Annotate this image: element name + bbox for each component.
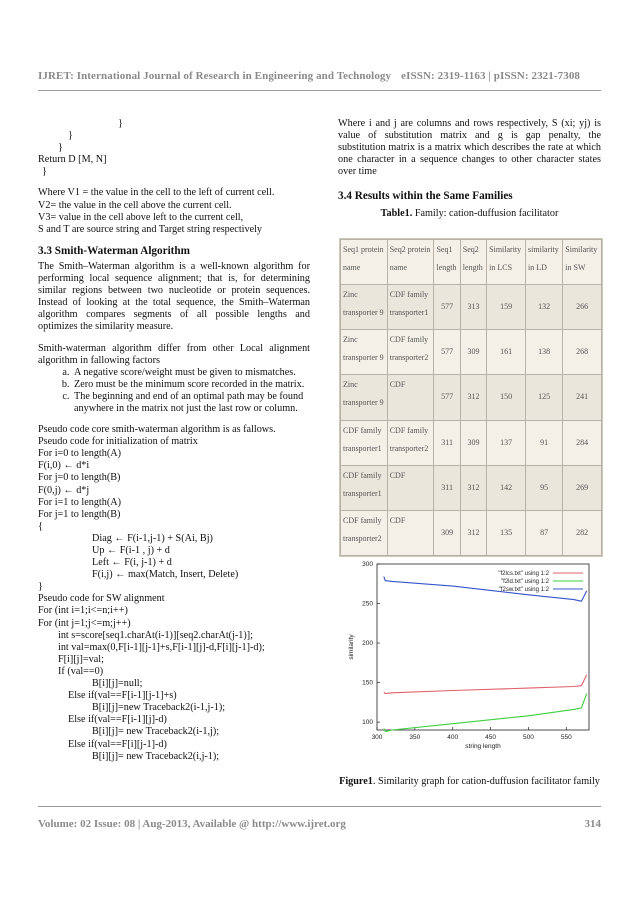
table-header-cell: Seq1 length — [434, 240, 460, 285]
y-tick-label: 250 — [362, 600, 373, 608]
code-line: B[i][j]=null; — [92, 678, 143, 690]
table-header-row — [341, 240, 602, 285]
code-line: B[i][j]= new Traceback2(i,j-1); — [92, 750, 220, 762]
table-cell: CDF family transporter1 — [341, 465, 388, 510]
journal-header — [38, 70, 580, 82]
table-cell: 284 — [563, 420, 602, 465]
table-cell: 312 — [460, 375, 486, 420]
table-cell: 132 — [526, 285, 563, 330]
y-axis-label: similarity — [348, 634, 355, 660]
table-caption-text: Family: cation-duffusion facilitator — [412, 207, 559, 219]
code-line: For (int i=1;i<=n;i++) — [38, 605, 128, 617]
code-line: F[i][j]=val; — [58, 653, 104, 665]
code-line: Left ← F(i, j-1) + d — [92, 557, 172, 569]
table-cell: 159 — [487, 285, 526, 330]
table-cell: 282 — [563, 510, 602, 555]
code-line: F(i,j) ← max(Match, Insert, Delete) — [92, 569, 239, 581]
table-cell: CDF family transporter1 — [387, 285, 434, 330]
code-brace: } — [58, 142, 63, 154]
list-item: c. The beginning and end of an optimal path may be found anywhere in the matrix not just the last row or column. — [72, 391, 310, 415]
table-row — [341, 420, 602, 465]
journal-title: IJRET: International Journal of Research in Engineering and Technology — [38, 70, 392, 82]
code-line: For (int j=1;j<=m;j++) — [38, 617, 131, 629]
table-cell: 311 — [434, 465, 460, 510]
where-line: Where V1 = the value in the cell to the left of current cell. — [38, 187, 275, 199]
x-tick-label: 300 — [371, 734, 383, 741]
where-line: S and T are source string and Target string respectively — [38, 223, 263, 235]
journal-issn: eISSN: 2319-1163 | pISSN: 2321-7308 — [401, 70, 581, 82]
table-cell: 91 — [526, 420, 563, 465]
code-line: Up ← F(i-1 , j) + d — [92, 545, 170, 556]
code-brace: } — [118, 118, 123, 129]
table-cell: 150 — [487, 375, 526, 420]
table-cell: 313 — [460, 285, 486, 330]
code-line: Pseudo code for initialization of matrix — [38, 436, 198, 448]
table-cell: 577 — [434, 285, 460, 330]
table-cell: 161 — [487, 330, 526, 375]
section-heading: 3.4 Results within the Same Families — [338, 190, 513, 203]
x-axis-label: string length — [465, 743, 501, 750]
code-line: For j=0 to length(B) — [38, 472, 121, 484]
table-row — [341, 330, 602, 375]
table-caption-label: Table1. — [380, 207, 413, 219]
table-cell: 577 — [434, 375, 460, 420]
code-line: B[i][j]= new Traceback2(i-1,j); — [92, 726, 220, 738]
table-cell: CDF — [387, 510, 434, 555]
table-cell: 241 — [563, 375, 602, 420]
table-cell: 309 — [434, 510, 460, 555]
table-header-cell: Seq2 length — [460, 240, 486, 285]
list-item: b. Zero must be the minimum score recorded in the matrix. — [72, 379, 310, 391]
table-cell: 309 — [460, 420, 486, 465]
table-cell: 95 — [526, 465, 563, 510]
table-cell: CDF family transporter2 — [341, 510, 388, 555]
table-cell: 137 — [487, 420, 526, 465]
table-caption — [338, 208, 601, 220]
table-row — [341, 510, 602, 555]
factor-list — [38, 367, 310, 415]
table-cell: Zinc transporter 9 — [341, 330, 388, 375]
figure-caption — [338, 776, 601, 788]
section-heading: 3.3 Smith-Waterman Algorithm — [38, 244, 190, 257]
results-table — [339, 238, 603, 557]
x-tick-label: 450 — [485, 734, 497, 741]
x-tick-label: 550 — [560, 734, 572, 741]
table-cell: 577 — [434, 330, 460, 375]
code-brace: } — [68, 130, 73, 142]
code-line: int val=max(0,F[i-1][j-1]+s,F[i-1][j]-d,F[i][j-1]-d); — [58, 641, 265, 653]
table-cell: 312 — [460, 465, 486, 510]
paragraph: The Smith–Waterman algorithm is a well-known algorithm for performing local sequence alignment; that is, for determining similar regions between two nucleotide or protein sequences. Instead of looking at the total sequence, the Smith–Waterman algorithm compares segments of all possible lengths and optimizes the similarity measure. — [38, 260, 310, 333]
similarity-chart — [339, 558, 601, 768]
table-header-cell: Similarity in SW — [563, 240, 602, 285]
figure-caption-label: Figure1 — [339, 776, 373, 787]
y-tick-label: 150 — [362, 679, 373, 687]
table-row — [341, 465, 602, 510]
footer-volume: Volume: 02 Issue: 08 | Aug-2013, Available @ http://www.ijret.org — [38, 818, 346, 830]
table-cell: CDF family transporter1 — [341, 420, 388, 465]
code-line: Pseudo code for SW alignment — [38, 593, 165, 605]
table-cell: 138 — [526, 330, 563, 375]
legend-label: "f2ld.txt" using 1:2 — [501, 579, 549, 585]
list-item: a. A negative score/weight must be given to mismatches. — [72, 367, 310, 379]
code-line: } — [38, 581, 43, 593]
table-cell: 142 — [487, 465, 526, 510]
code-line: Pseudo code core smith-waterman algorithm is as fallows. — [38, 424, 276, 436]
code-line: B[i][j]=new Traceback2(i-1,j-1); — [92, 702, 226, 714]
table-cell: Zinc transporter 9 — [341, 285, 388, 330]
code-line: For i=0 to length(A) — [38, 448, 121, 460]
code-line: Else if(val==F[i-1][j-1]+s) — [68, 690, 177, 702]
x-tick-label: 350 — [409, 734, 421, 741]
x-tick-label: 500 — [522, 734, 534, 741]
where-line: V2= the value in the cell above the current cell. — [38, 199, 232, 211]
left-column — [38, 118, 310, 763]
code-line: For j=1 to length(B) — [38, 508, 121, 520]
where-line: V3= value in the cell above left to the current cell, — [38, 211, 244, 223]
table-cell: CDF family transporter2 — [387, 330, 434, 375]
table-cell: 135 — [487, 510, 526, 555]
table-cell: 312 — [460, 510, 486, 555]
right-column — [338, 118, 601, 220]
footer-rule — [38, 806, 601, 807]
table-header-cell: Seq2 protein name — [387, 240, 434, 285]
table-cell: CDF family transporter2 — [387, 420, 434, 465]
table-cell: 268 — [563, 330, 602, 375]
table-row — [341, 285, 602, 330]
y-tick-label: 300 — [362, 561, 373, 568]
table-header-cell: Similarity in LCS — [487, 240, 526, 285]
y-tick-label: 100 — [362, 719, 373, 727]
legend-label: "f2sw.txt" using 1:2 — [498, 587, 549, 593]
table-cell: 125 — [526, 375, 563, 420]
code-line: Diag ← F(i-1,j-1) + S(Ai, Bj) — [92, 532, 213, 544]
code-line: Else if(val==F[i][j-1]-d) — [68, 738, 167, 750]
table-cell: Zinc transporter 9 — [341, 375, 388, 420]
figure-caption-text: . Similarity graph for cation-duffusion facilitator family — [372, 776, 600, 787]
code-line: Else if(val==F[i-1][j]-d) — [68, 714, 167, 726]
code-line: F(0,j) ← d*j — [38, 484, 90, 496]
paragraph: Where i and j are columns and rows respectively, S (xi; yj) is value of substitution matrix and g is gap penalty, the substitution matrix is a matrix which describes the rate at which one character in a sequence changes to other character states over time — [338, 118, 601, 178]
table-cell: 266 — [563, 285, 602, 330]
x-tick-label: 400 — [447, 734, 459, 741]
code-brace: } — [42, 166, 47, 178]
table-cell: 311 — [434, 420, 460, 465]
table-cell: CDF — [387, 465, 434, 510]
page-number: 314 — [584, 818, 601, 830]
code-line: If (val==0) — [58, 665, 104, 677]
table-header-cell: Seq1 protein name — [341, 240, 388, 285]
paragraph: Smith-waterman algorithm differ from other Local alignment algorithm in fallowing factors — [38, 342, 310, 366]
table-header-cell: similarity in LD — [526, 240, 563, 285]
header-rule — [38, 90, 601, 91]
legend-label: "f2lcs.txt" using 1:2 — [498, 571, 549, 577]
page-footer — [38, 818, 601, 830]
table-cell: 269 — [563, 465, 602, 510]
code-line: int s=score[seq1.charAt(i-1)][seq2.charAt(j-1)]; — [58, 629, 253, 641]
code-line: For i=1 to length(A) — [38, 496, 121, 508]
table-cell: CDF — [387, 375, 434, 420]
table-cell: 87 — [526, 510, 563, 555]
code-line: { — [38, 520, 43, 532]
y-tick-label: 200 — [362, 640, 373, 648]
code-return: Return D [M, N] — [38, 154, 107, 166]
table-cell: 309 — [460, 330, 486, 375]
code-line: F(i,0) ← d*i — [38, 460, 90, 472]
table-row — [341, 375, 602, 420]
